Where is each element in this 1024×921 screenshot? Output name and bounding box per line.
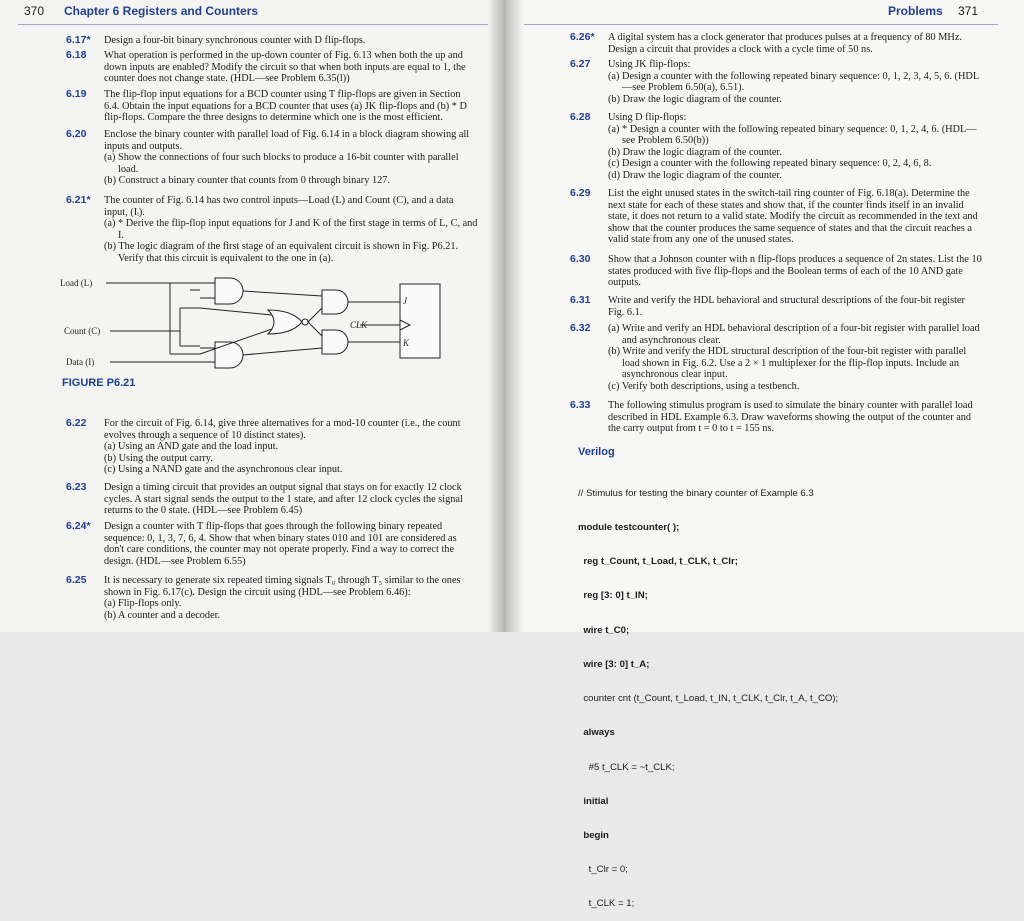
code-listing [578, 465, 838, 921]
problem-6-18 [66, 50, 478, 85]
code-line: begin [578, 830, 609, 841]
code-line: t_CLK = 1; [578, 898, 635, 910]
problem-number: 6.22 [66, 417, 87, 429]
problem-line: The following stimulus program is used to simulate the binary counter with parallel load described in HDL Example 6.3. Draw waveforms showing the output of the counter and the carry output from t = 0 to t = 155 ns. [608, 400, 973, 435]
and-gate-bottom [215, 342, 243, 368]
problem-line: (b) The logic diagram of the first stage of an equivalent circuit is shown in Fig. P6.21. Verify that this circuit is equivalent to the one in (a). [104, 241, 459, 264]
code-line: module testcounter( ); [578, 522, 680, 534]
problem-line: Using JK flip-flops: [608, 59, 691, 70]
problem-number: 6.19 [66, 88, 87, 100]
problem-line: (c) Verify both descriptions, using a testbench. [608, 380, 800, 392]
problem-number: 6.24* [66, 520, 91, 532]
problem-6-31 [570, 295, 982, 318]
figure-caption: FIGURE P6.21 [62, 377, 136, 389]
code-line: always [578, 727, 615, 739]
problem-line: (d) Draw the logic diagram of the counter. [608, 169, 782, 181]
problem-6-28 [570, 112, 982, 182]
problem-number: 6.17* [66, 34, 91, 46]
problem-line: A digital system has a clock generator that produces pulses at a frequency of 80 MHz. Design a circuit that provides a clock with a cycle time of 50 ns. [608, 32, 962, 55]
binding-shadow-right [506, 0, 524, 632]
problem-line: (b) Construct a binary counter that counts from 0 through binary 127. [104, 175, 390, 187]
problem-line: (a) * Design a counter with the following repeated binary sequence: 0, 1, 2, 4, 6. (HDL—see Problem 6.50(b)) [608, 123, 977, 147]
problem-line: (b) Using the output carry. [104, 452, 213, 464]
problem-line: Design a four-bit binary synchronous counter with D flip-flops. [104, 35, 366, 46]
or-gate [268, 310, 302, 334]
header-rule [18, 24, 488, 25]
right-page-number: 371 [958, 4, 979, 18]
problem-number: 6.32 [570, 322, 591, 334]
problem-6-26 [570, 32, 982, 55]
code-line: t_Clr = 0; [578, 864, 628, 876]
code-line: reg [3: 0] t_IN; [578, 590, 648, 602]
problem-line: (a) Show the connections of four such blocks to produce a 16-bit counter with parallel load. [104, 152, 459, 175]
left-page [0, 0, 506, 632]
problem-6-33 [570, 400, 982, 435]
problem-number: 6.31 [570, 294, 591, 306]
label-data: Data (I) [66, 357, 95, 367]
problem-line: (a) Using an AND gate and the load input. [104, 441, 279, 453]
problem-6-20 [66, 129, 478, 187]
problem-number: 6.33 [570, 399, 591, 411]
problem-6-23 [66, 482, 478, 517]
problem-line: What operation is performed in the up-down counter of Fig. 6.13 when both the up and down inputs are enabled? Modify the circuit so that when both inputs are equal to 1, the counter does not change state. (HDL—see Problem 6.35(l)) [104, 50, 466, 85]
and-gate-top [215, 278, 243, 304]
problem-number: 6.18 [66, 49, 87, 61]
problem-number: 6.30 [570, 253, 591, 265]
problem-6-29 [570, 188, 982, 246]
code-line: counter cnt (t_Count, t_Load, t_IN, t_CLK, t_Clr, t_A, t_CO); [578, 693, 839, 705]
label-count: Count (C) [64, 326, 101, 336]
problem-number: 6.28 [570, 111, 591, 123]
problem-6-22 [66, 418, 478, 476]
header-rule [524, 24, 998, 25]
problem-line: It is necessary to generate six repeated timing signals T₀ through T₅ similar to the ones shown in Fig. 6.17(c). Design the circuit using (HDL—see Problem 6.46): [104, 575, 461, 598]
problem-6-17 [66, 35, 478, 47]
problem-line: (b) A counter and a decoder. [104, 609, 221, 621]
problem-line: (a) Write and verify an HDL behavioral description of a four-bit register with parallel load and asynchronous clear. [608, 323, 980, 346]
right-page-title: Problems [888, 4, 943, 18]
problem-line: Using D flip-flops: [608, 112, 687, 123]
problem-line: (c) Using a NAND gate and the asynchronous clear input. [104, 464, 343, 476]
problem-line: (a) * Derive the flip-flop input equations for J and K of the first stage in terms of L, C, and I. [104, 218, 478, 241]
problem-number: 6.26* [570, 31, 595, 43]
left-page-number: 370 [24, 4, 45, 18]
label-clk: CLK [350, 320, 368, 330]
problem-6-25 [66, 575, 478, 621]
problem-6-27 [570, 59, 982, 105]
figure-p6-21-diagram [60, 270, 480, 375]
problem-6-32 [570, 323, 982, 393]
problem-line: Show that a Johnson counter with n flip-flops produces a sequence of 2n states. List the 10 states produced with five flip-flops and the Boolean terms of each of the 10 AND gate outputs. [608, 254, 982, 289]
problem-line: Enclose the binary counter with parallel load of Fig. 6.14 in a block diagram showing all inputs and outputs. [104, 129, 470, 152]
binding-shadow-left [488, 0, 506, 632]
chapter-title: Chapter 6 Registers and Counters [64, 4, 259, 18]
code-line: initial [578, 795, 609, 807]
problem-number: 6.20 [66, 128, 87, 140]
problem-line: The counter of Fig. 6.14 has two control inputs—Load (L) and Count (C), and a data input, (Iᵢ). [104, 195, 454, 218]
problem-6-24 [66, 521, 478, 567]
problem-6-19 [66, 89, 478, 124]
problem-line: (b) Write and verify the HDL structural description of the four-bit register with parallel load shown in Fig. 6.2. Use a 2 × 1 multiplexer for the flip-flop inputs. Include an asynchronous clear input. [608, 346, 967, 381]
verilog-heading: Verilog [578, 446, 615, 458]
problem-number: 6.21* [66, 194, 91, 206]
code-line: wire t_C0; [578, 624, 630, 636]
problem-line: List the eight unused states in the switch-tail ring counter of Fig. 6.18(a). Determine the next state for each of these states and show that, if the counter finds itself in an invalid state, it does not return to a valid state. Modify the circuit as recommended in the text and show that the counter produces the same sequence of states and that the circuit reaches a valid state from any one of the unused states. [608, 188, 978, 246]
problem-line: Design a timing circuit that provides an output signal that stays on for exactly 12 clock cycles. A start signal sends the output to the 1 state, and after 12 clock cycles the signal returns to the 0 state. (HDL—see Problem 6.45) [104, 482, 463, 517]
problem-number: 6.23 [66, 481, 87, 493]
code-line: // Stimulus for testing the binary counter of Example 6.3 [578, 487, 814, 499]
code-line: wire [3: 0] t_A; [578, 658, 650, 670]
problem-line: (a) Design a counter with the following repeated binary sequence: 0, 1, 2, 3, 4, 5, 6. (HDL—see Problem 6.50(a), 6.51). [608, 70, 980, 94]
problem-number: 6.25 [66, 574, 87, 586]
problem-line: (c) Design a counter with the following repeated binary sequence: 0, 2, 4, 6, 8. [608, 158, 932, 170]
code-line: reg t_Count, t_Load, t_CLK, t_Clr; [578, 556, 738, 568]
problem-6-21 [66, 195, 478, 265]
problem-line: Design a counter with T flip-flops that goes through the following binary repeated sequence: 0, 1, 3, 7, 6, 4. Show that when binary states 010 and 101 are considered as don't care conditions, the counter may not operate properly. Find a way to correct the design. (HDL—see Problem 6.55) [104, 521, 457, 567]
problem-line: (b) Draw the logic diagram of the counter. [608, 93, 782, 105]
label-load: Load (L) [60, 278, 93, 288]
problem-line: (a) Flip-flops only. [104, 598, 182, 610]
problem-number: 6.29 [570, 187, 591, 199]
problem-number: 6.27 [570, 58, 591, 70]
problem-line: The flip-flop input equations for a BCD counter using T flip-flops are given in Section 6.4. Obtain the input equations for a BCD counter that uses (a) JK flip-flops and (b) * D flip-flops. Compare the three designs to determine which one is the most efficient. [104, 89, 467, 124]
problem-line: (b) Draw the logic diagram of the counter. [608, 146, 782, 158]
code-line: #5 t_CLK = ~t_CLK; [578, 761, 675, 773]
label-k: K [403, 338, 410, 348]
problem-line: Write and verify the HDL behavioral and structural descriptions of the four-bit register Fig. 6.1. [608, 295, 965, 318]
problem-6-30 [570, 254, 982, 289]
problem-line: For the circuit of Fig. 6.14, give three alternatives for a mod-10 counter (i.e., the count evolves through a sequence of 10 distinct states). [104, 418, 461, 441]
label-j: J [403, 296, 407, 306]
